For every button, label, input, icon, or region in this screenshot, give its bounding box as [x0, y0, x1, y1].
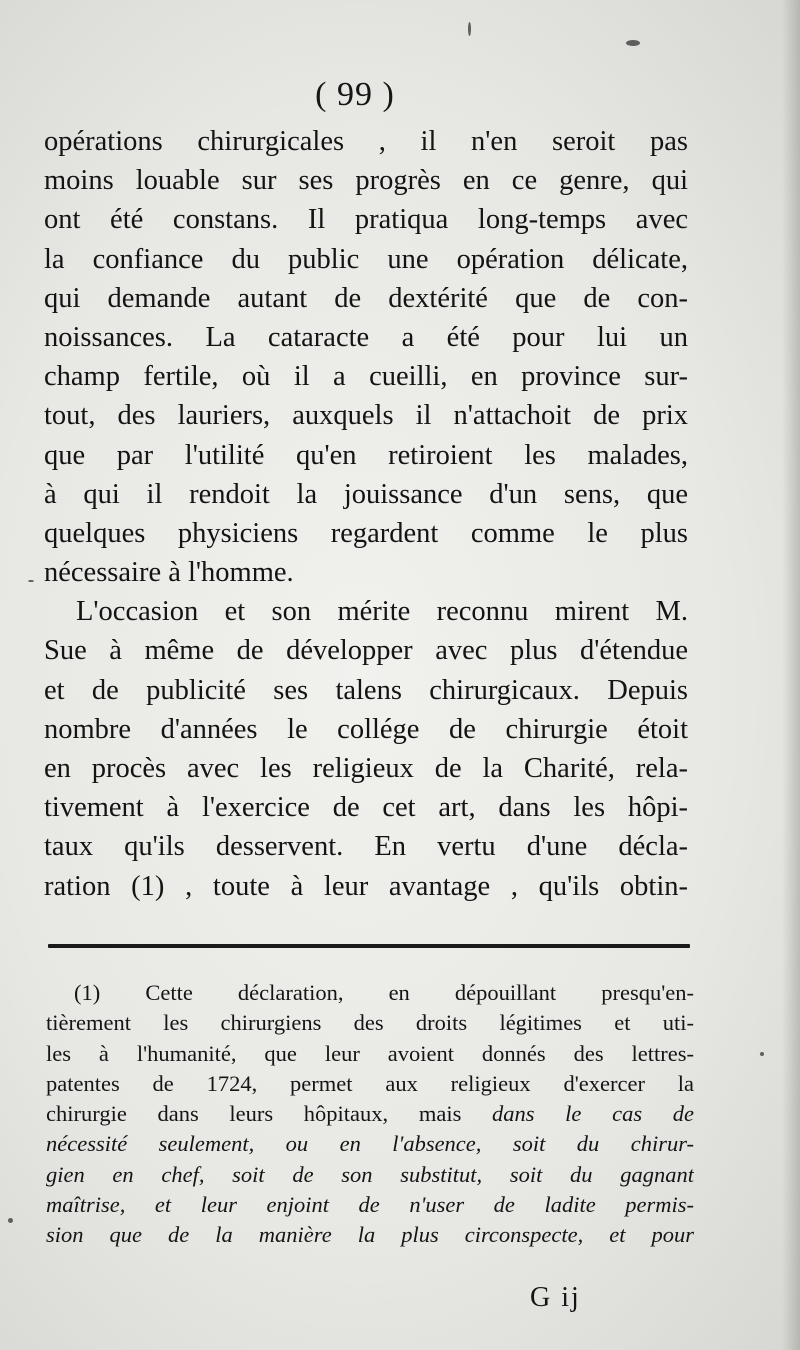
text-line: et de publicité ses talens chirurgicaux. Depuis — [44, 674, 688, 706]
footnote-line: gien en chef, soit de son substitut, soit du gagnant — [46, 1161, 694, 1187]
footnote-divider — [48, 944, 690, 948]
footnote-line: nécessité seulement, ou en l'absence, soit du chirur- — [46, 1131, 694, 1157]
body-text — [44, 122, 688, 906]
footnote-line: tièrement les chirurgiens des droits légitimes et uti- — [46, 1010, 694, 1036]
footnote-line — [46, 1099, 694, 1129]
text-line: opérations chirurgicales , il n'en seroit pas — [44, 126, 688, 157]
footnote-line: les à l'humanité, que leur avoient donnés des lettres- — [46, 1040, 694, 1066]
text-line: ont été constans. Il pratiqua long-temps avec — [44, 204, 688, 236]
text-line: ration (1) , toute à leur avantage , qu'ils obtin- — [44, 870, 688, 902]
text-line: qui demande autant de dextérité que de con- — [44, 282, 688, 314]
text-line: L'occasion et son mérite reconnu mirent M. — [76, 596, 688, 628]
page-number: ( 99 ) — [315, 76, 395, 113]
footnote-italic-text: dans le cas de — [492, 1101, 694, 1127]
text-line: champ fertile, où il a cueilli, en province sur- — [44, 361, 688, 393]
text-line: noissances. La cataracte a été pour lui un — [44, 321, 688, 353]
text-line: que par l'utilité qu'en retiroient les malades, — [44, 439, 688, 471]
page-edge-shadow — [782, 0, 800, 1350]
text-line: tout, des lauriers, auxquels il n'attachoit de prix — [44, 400, 688, 432]
text-line: Sue à même de développer avec plus d'étendue — [44, 635, 688, 667]
ink-speck — [8, 1218, 13, 1223]
footnote — [46, 978, 694, 1251]
text-line: moins louable sur ses progrès en ce genre, qui — [44, 165, 688, 197]
footnote-line: (1) Cette déclaration, en dépouillant presqu'en- — [74, 980, 694, 1005]
ink-speck — [760, 1052, 764, 1056]
ink-speck — [626, 40, 640, 46]
footnote-line: patentes de 1724, permet aux religieux d'exercer la — [46, 1070, 694, 1096]
text-line: taux qu'ils desservent. En vertu d'une décla- — [44, 831, 688, 863]
text-line: tivement à l'exercice de cet art, dans les hôpi- — [44, 792, 688, 824]
text-line: en procès avec les religieux de la Charité, rela- — [44, 753, 688, 784]
ink-speck — [28, 580, 34, 582]
text-line: à qui il rendoit la jouissance d'un sens, que — [44, 478, 688, 510]
text-line: quelques physiciens regardent comme le plus — [44, 517, 688, 549]
text-line: nombre d'années le collége de chirurgie étoit — [44, 713, 688, 745]
ink-speck — [468, 22, 471, 36]
text-line: la confiance du public une opération délicate, — [44, 243, 688, 275]
footnote-line: maîtrise, et leur enjoint de n'user de ladite permis- — [46, 1192, 694, 1218]
signature-mark: G ij — [530, 1282, 581, 1313]
text-line: nécessaire à l'homme. — [44, 557, 294, 589]
footnote-line: sion que de la manière la plus circonspecte, et pour — [46, 1222, 694, 1248]
footnote-roman-text: chirurgie dans leurs hôpitaux, mais — [46, 1101, 492, 1127]
